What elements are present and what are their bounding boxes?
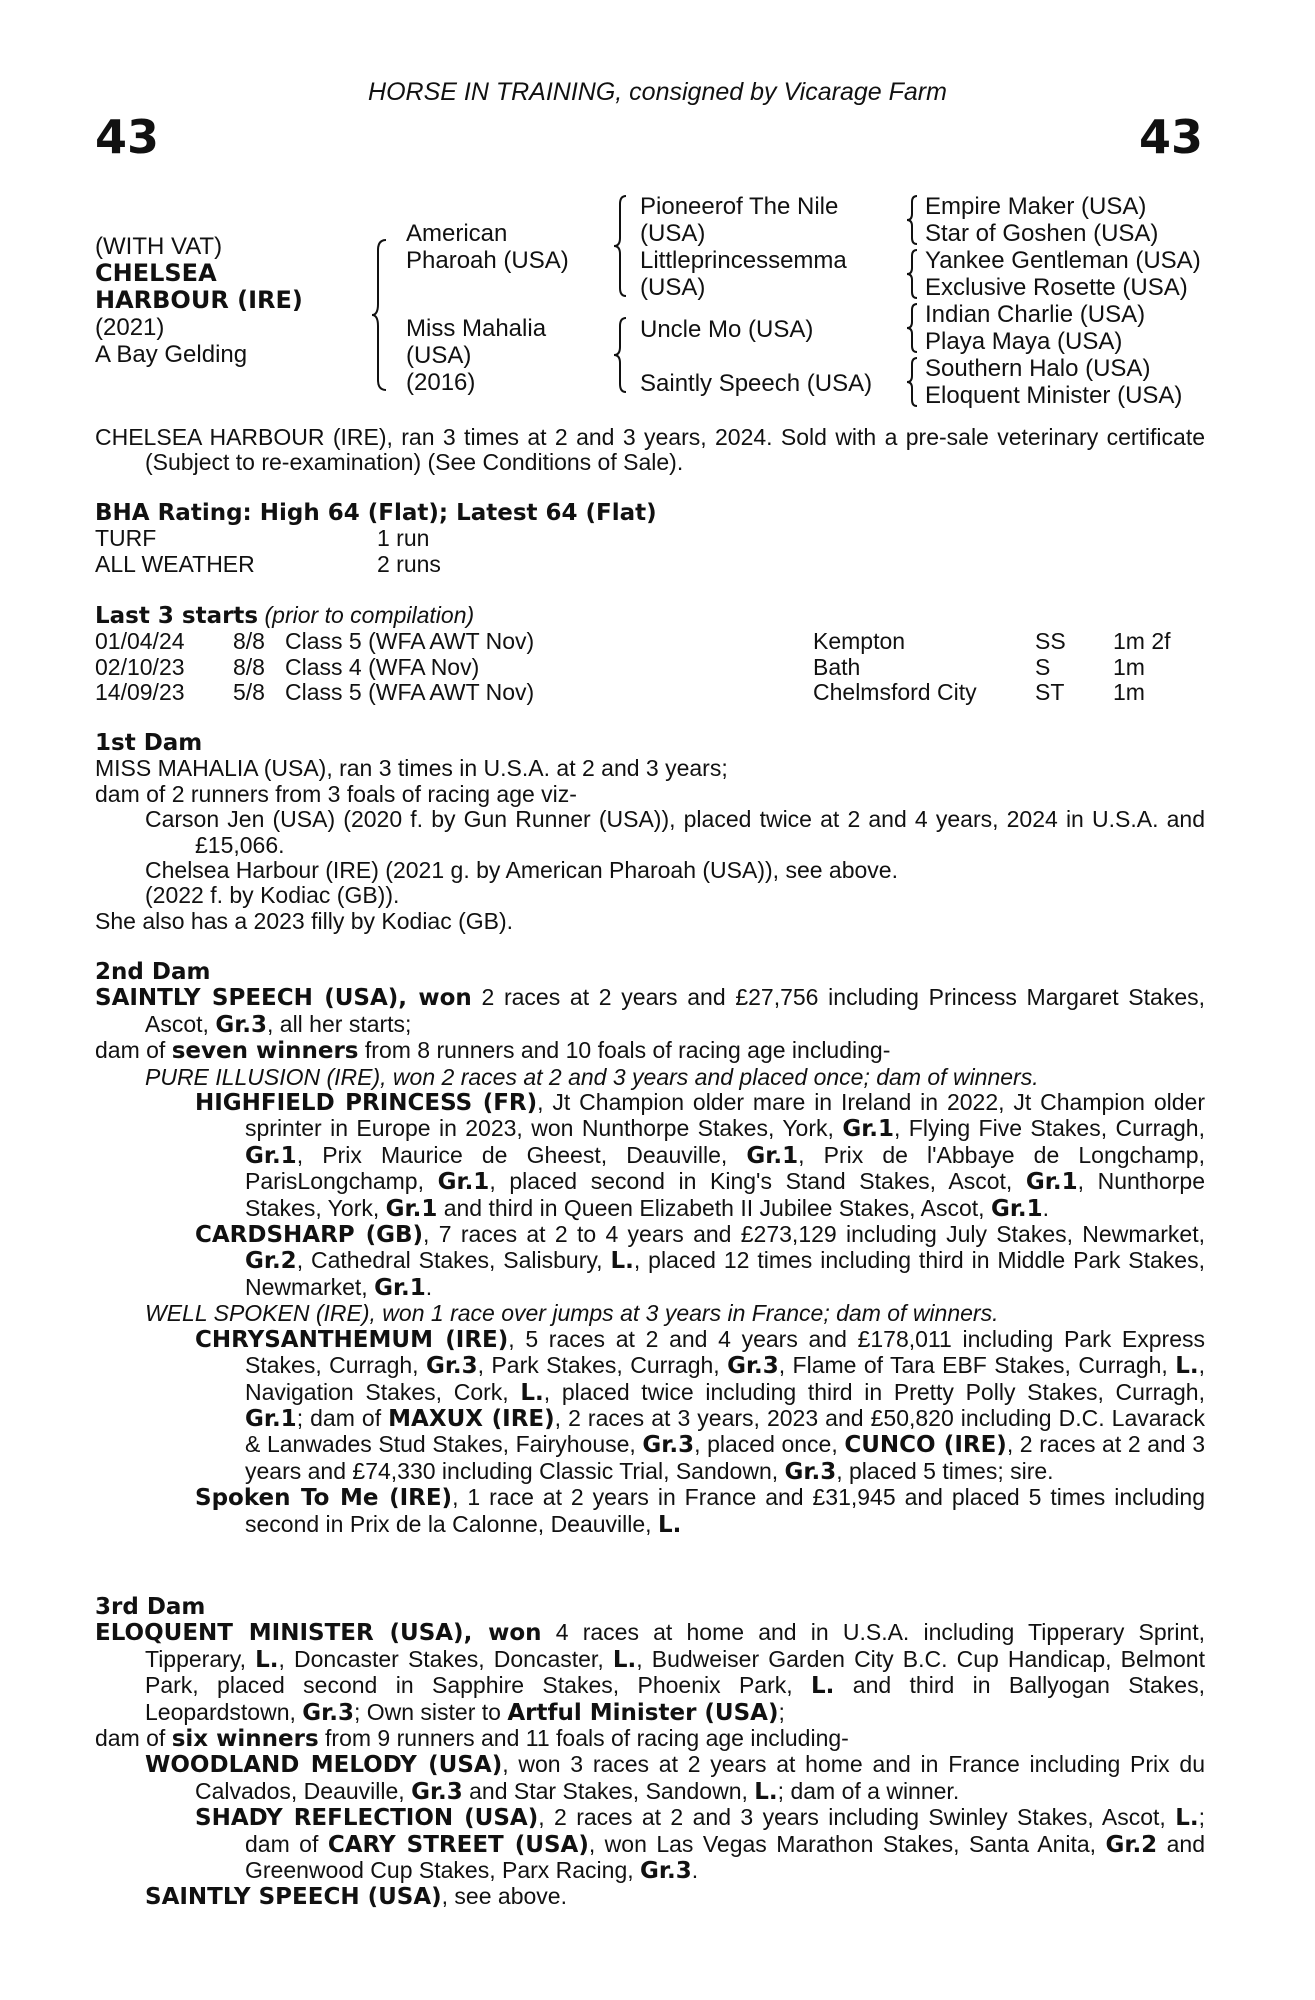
dam-name: Miss Mahalia (USA) (2016) [406,315,547,396]
intro-section [95,425,1205,476]
dam-summary: MISS MAHALIA (USA), ran 3 times in U.S.A. at 2 and 3 years; [95,755,728,782]
rating-row: ALL WEATHER 2 runs [95,550,441,577]
brace-g78 [905,356,921,408]
pedigree-brace-main [370,238,390,392]
produce-entry: (2022 f. by Kodiac (GB)). [145,882,400,909]
section-heading: 2nd Dam [95,959,211,985]
second-dam-section [95,960,1205,1538]
produce-entry: SAINTLY SPEECH (USA), see above. [145,1883,567,1911]
page-header: HORSE IN TRAINING, consigned by Vicarage Farm [368,78,947,106]
dam-produce-intro: dam of six winners from 9 runners and 11 foals of racing age including- [95,1725,849,1753]
pedigree-brace-sire [612,194,630,298]
produce-entry: SHADY REFLECTION (USA), 2 races at 2 and 3 years including Swinley Stakes, Ascot, L.; dam of CARY STREET (USA), won Las Vegas Marathon Stakes, Santa Anita, Gr.2 and Greenwood Cup Stakes, Parx Racing, Gr.3. [195,1804,1205,1885]
vat-label: (WITH VAT) [95,233,223,260]
table-row: 02/10/23 8/8 Class 4 (WFA Nov) Bath S 1m [95,653,1145,680]
produce-entry: CARDSHARP (GB), 7 races at 2 to 4 years and £273,129 including July Stakes, Newmarket, Gr.2, Cathedral Stakes, Salisbury, L., placed 12 times including third in Middle Park Stakes, Newmarket, Gr.1. [195,1221,1206,1301]
produce-entry: PURE ILLUSION (IRE), won 2 races at 2 and 3 years and placed once; dam of winners. [145,1063,1039,1090]
produce-entry: Carson Jen (USA) (2020 f. by Gun Runner (USA)), placed twice at 2 and 4 years, 2024 in U.S.A. and £15,066. [145,806,1205,858]
sire-name: American Pharoah (USA) [406,220,569,274]
horse-identity [95,233,303,368]
rating-table [95,526,441,577]
pedigree-brace-dam [612,316,630,394]
section-heading: 1st Dam [95,730,203,756]
starts-table [95,629,1171,705]
dam-dam: Saintly Speech (USA) [640,370,873,397]
produce-entry: HIGHFIELD PRINCESS (FR), Jt Champion older mare in Ireland in 2022, Jt Champion older sprinter in Europe in 2023, won Nunthorpe Stakes, York, Gr.1, Flying Five Stakes, Curragh, Gr.1, Prix Maurice de Gheest, Deauville, Gr.1, Prix de l'Abbaye de Longchamp, ParisLongchamp, Gr.1, placed second in King's Stand Stakes, Ascot, Gr.1, Nunthorpe Stakes, York, Gr.1 and third in Queen Elizabeth II Jubilee Stakes, Ascot, Gr.1. [195,1089,1205,1222]
rating-heading: BHA Rating: High 64 (Flat); Latest 64 (Flat) [95,500,657,526]
horse-year: (2021) [95,314,165,341]
section-heading: 3rd Dam [95,1594,206,1620]
produce-entry: CHRYSANTHEMUM (IRE), 5 races at 2 and 4 years and £178,011 including Park Express Stakes, Curragh, Gr.3, Park Stakes, Curragh, Gr.3, Flame of Tara EBF Stakes, Curragh, L., Navigation Stakes, Cork, L., placed twice including third in Pretty Polly Stakes, Curragh, Gr.1; dam of MAXUX (IRE), 2 races at 3 years, 2023 and £50,820 including D.C. Lavarack & Lanwades Stud Stakes, Fairyhouse, Gr.3, placed once, CUNCO (IRE), 2 races at 2 and 3 years and £74,330 including Classic Trial, Sandown, Gr.3, placed 5 times; sire. [195,1325,1206,1485]
table-row: 14/09/23 5/8 Class 5 (WFA AWT Nov) Chelmsford City ST 1m [95,679,1145,706]
brace-g12 [905,194,921,246]
horse-description: A Bay Gelding [95,341,248,368]
dam-summary: SAINTLY SPEECH (USA), won 2 races at 2 years and £27,756 including Princess Margaret Stakes, Ascot, Gr.3, all her starts; [95,984,1205,1038]
starts-heading: Last 3 starts [95,603,259,629]
sire-sire: Pioneerof The Nile (USA) [640,193,839,247]
dam-summary: ELOQUENT MINISTER (USA), won 4 races at home and in U.S.A. including Tipperary Sprint, Tipperary, L., Doncaster Stakes, Doncaster, L., Budweiser Garden City B.C. Cup Handicap, Belmont Park, placed second in Sapphire Stakes, Phoenix Park, L. and third in Ballyogan Stakes, Leopardstown, Gr.3; Own sister to Artful Minister (USA); [95,1619,1206,1726]
table-row: 01/04/24 8/8 Class 5 (WFA AWT Nov) Kempton SS 1m 2f [95,628,1171,655]
first-dam-section [95,731,1205,934]
rating-section [95,501,1205,577]
produce-entry: Chelsea Harbour (IRE) (2021 g. by American Pharoah (USA)), see above. [145,857,898,884]
sire-dam: Littleprincessemma (USA) [640,247,847,301]
dam-sire: Uncle Mo (USA) [640,316,814,343]
lot-number-right: 43 [1138,110,1203,164]
brace-g56 [905,302,921,354]
dam-produce-intro: dam of 2 runners from 3 foals of racing age viz- [95,780,577,807]
produce-note: She also has a 2023 filly by Kodiac (GB). [95,907,514,934]
intro-text: CHELSEA HARBOUR (IRE), ran 3 times at 2 and 3 years, 2024. Sold with a pre-sale veterinary certificate (Subject to re-examination) (See Conditions of Sale). [95,424,1205,476]
horse-name-1: CHELSEA [95,259,217,287]
produce-entry: Spoken To Me (IRE), 1 race at 2 years in France and £31,945 and placed 5 times including second in Prix de la Calonne, Deauville, L. [195,1484,1206,1538]
horse-name-2: HARBOUR (IRE) [95,286,303,314]
lot-number-left: 43 [95,110,160,164]
third-dam-section [95,1595,1205,1911]
third-generation: Empire Maker (USA) Star of Goshen (USA) Yankee Gentleman (USA) Exclusive Rosette (USA) Indian Charlie (USA) Playa Maya (USA) Southern Halo (USA) Eloquent Minister (USA) [925,193,1201,409]
starts-note: (prior to compilation) [264,602,475,628]
produce-entry: WOODLAND MELODY (USA), won 3 races at 2 years at home and in France including Prix du Calvados, Deauville, Gr.3 and Star Stakes, Sandown, L.; dam of a winner. [145,1751,1205,1805]
brace-g34 [905,248,921,300]
produce-entry: WELL SPOKEN (IRE), won 1 race over jumps at 3 years in France; dam of winners. [145,1300,999,1327]
rating-row: TURF 1 run [95,525,430,552]
dam-produce-intro: dam of seven winners from 8 runners and 10 foals of racing age including- [95,1037,891,1065]
starts-section [95,603,1205,706]
